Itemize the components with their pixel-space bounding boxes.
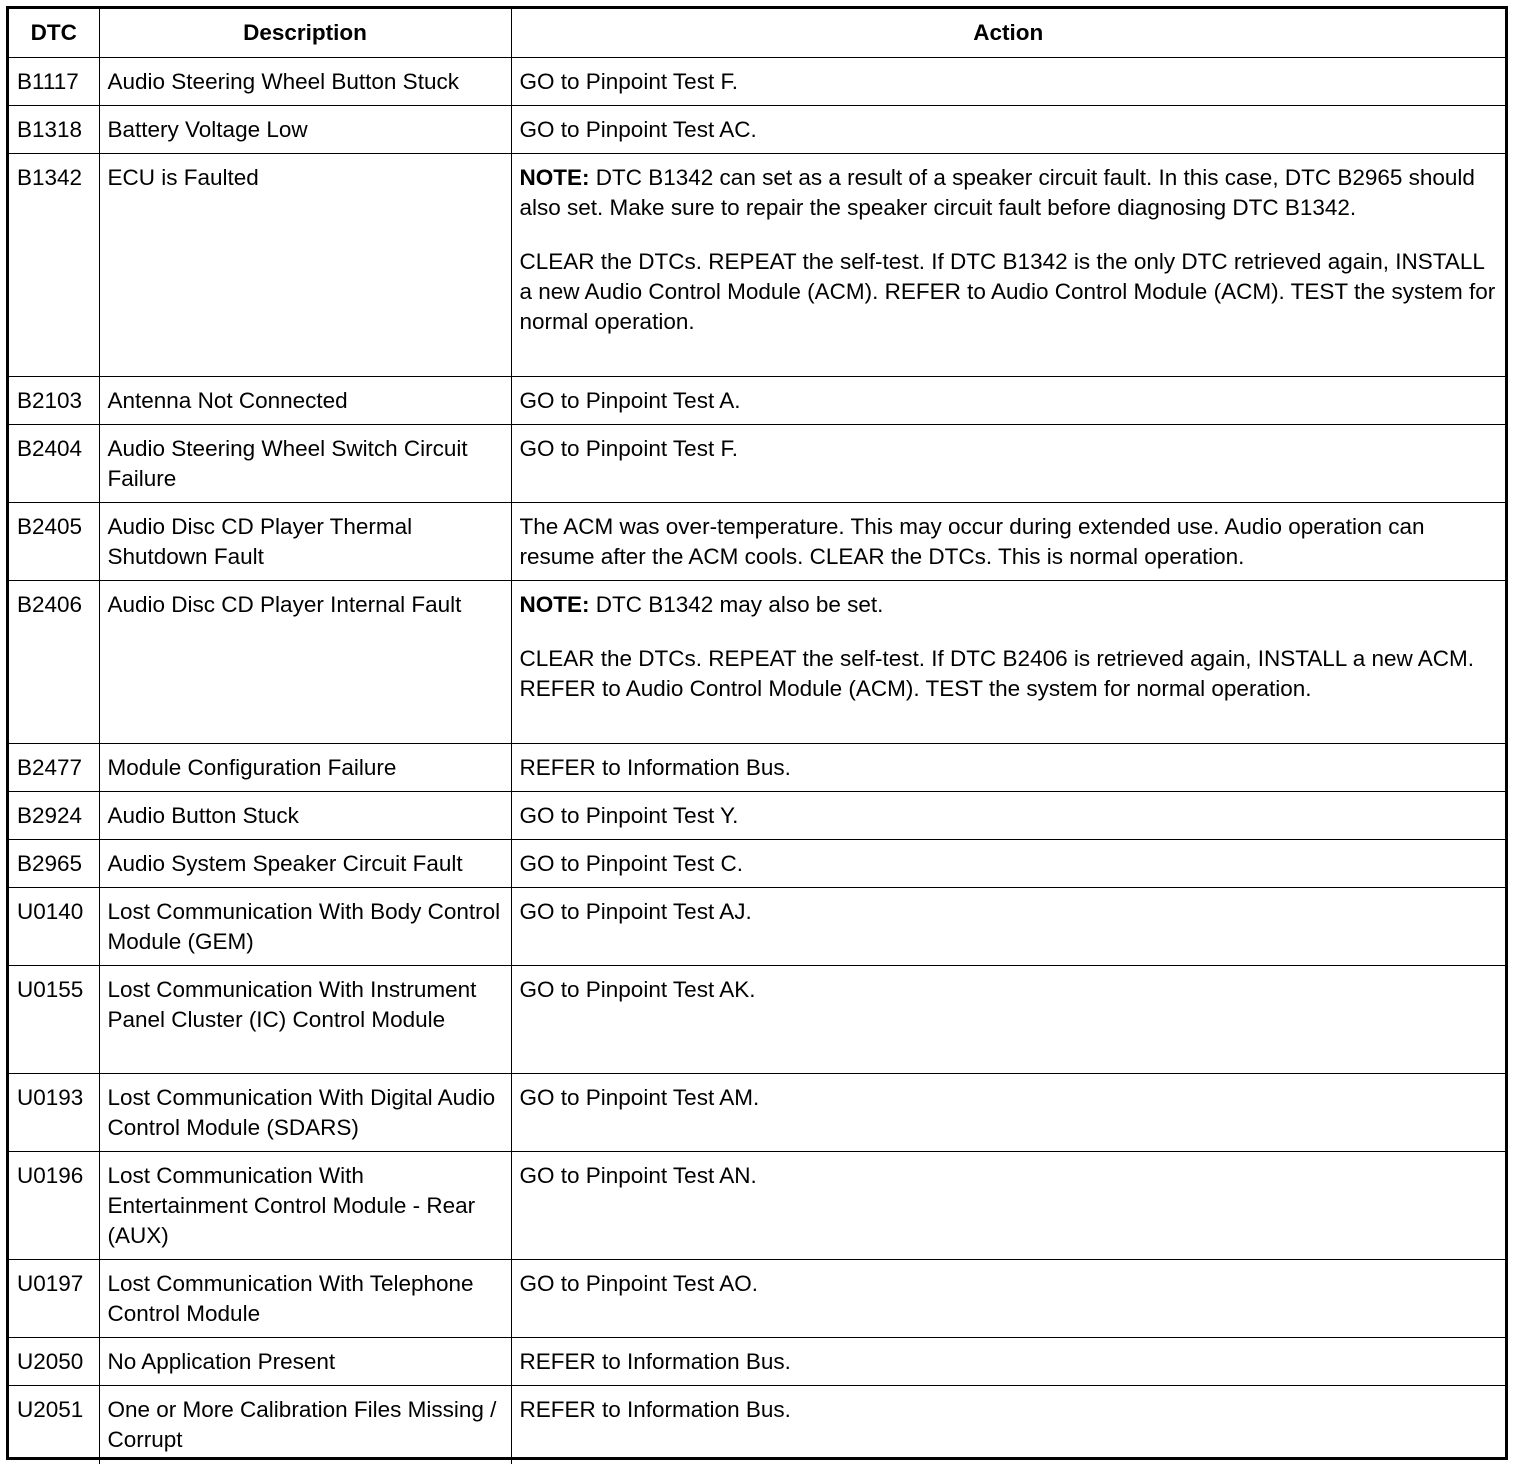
- description-cell: Lost Communication With Body Control Module (GEM): [99, 887, 511, 965]
- dtc-table-frame: [6, 6, 1508, 1460]
- dtc-code-cell: U0196: [9, 1151, 99, 1259]
- table-row: [9, 887, 1505, 965]
- table-row: [9, 839, 1505, 887]
- action-paragraph: GO to Pinpoint Test AJ.: [519, 898, 752, 924]
- action-paragraph: The ACM was over-temperature. This may occur during extended use. Audio operation can resume after the ACM cools. CLEAR the DTCs. This is normal operation.: [519, 513, 1425, 569]
- description-cell: Lost Communication With Telephone Control Module: [99, 1259, 511, 1337]
- header-action: Action: [511, 9, 1505, 57]
- table-row: [9, 105, 1505, 153]
- note-paragraph: [520, 163, 1498, 223]
- description-cell: Battery Voltage Low: [99, 105, 511, 153]
- dtc-code-cell: B2924: [9, 791, 99, 839]
- action-paragraph: GO to Pinpoint Test AK.: [519, 976, 756, 1002]
- action-cell: [511, 1385, 1505, 1464]
- action-paragraph: GO to Pinpoint Test AN.: [519, 1162, 757, 1188]
- action-paragraph: GO to Pinpoint Test AC.: [519, 116, 757, 142]
- table-header-row: [9, 9, 1505, 57]
- description-cell: Lost Communication With Entertainment Control Module - Rear (AUX): [99, 1151, 511, 1259]
- dtc-code-cell: B2103: [9, 376, 99, 424]
- description-cell: Audio Steering Wheel Switch Circuit Failure: [99, 424, 511, 502]
- description-cell: Audio Disc CD Player Thermal Shutdown Fault: [99, 502, 511, 580]
- action-paragraph: REFER to Information Bus.: [519, 1396, 791, 1422]
- table-row: [9, 743, 1505, 791]
- description-cell: Antenna Not Connected: [99, 376, 511, 424]
- action-cell: [511, 1151, 1505, 1259]
- table-row: [9, 424, 1505, 502]
- action-paragraph: GO to Pinpoint Test C.: [519, 850, 743, 876]
- dtc-code-cell: B1318: [9, 105, 99, 153]
- table-row: [9, 965, 1505, 1073]
- action-paragraph: GO to Pinpoint Test F.: [519, 435, 738, 461]
- action-cell: [511, 57, 1505, 105]
- action-cell: [511, 376, 1505, 424]
- action-cell: [511, 887, 1505, 965]
- table-row: [9, 57, 1505, 105]
- table-row: [9, 1259, 1505, 1337]
- table-row: [9, 1385, 1505, 1464]
- note-text: DTC B1342 can set as a result of a speaker circuit fault. In this case, DTC B2965 should also set. Make sure to repair the speaker circuit fault before diagnosing DTC B1342.: [519, 164, 1475, 220]
- action-paragraph: REFER to Information Bus.: [519, 1348, 791, 1374]
- action-paragraph: REFER to Information Bus.: [519, 754, 791, 780]
- action-paragraph: CLEAR the DTCs. REPEAT the self-test. If DTC B1342 is the only DTC retrieved again, INSTALL a new Audio Control Module (ACM). REFER to Audio Control Module (ACM). TEST the system for normal operation.: [519, 248, 1496, 334]
- note-paragraph: [520, 590, 1498, 620]
- action-paragraph: CLEAR the DTCs. REPEAT the self-test. If DTC B2406 is retrieved again, INSTALL a new ACM. REFER to Audio Control Module (ACM). TEST the system for normal operation.: [519, 645, 1475, 701]
- action-cell: [511, 1073, 1505, 1151]
- action-cell: [511, 1337, 1505, 1385]
- dtc-code-cell: U2051: [9, 1385, 99, 1464]
- description-cell: One or More Calibration Files Missing / Corrupt: [99, 1385, 511, 1464]
- table-row: [9, 1151, 1505, 1259]
- action-cell: [511, 743, 1505, 791]
- header-description: Description: [99, 9, 511, 57]
- table-row: [9, 1337, 1505, 1385]
- description-cell: No Application Present: [99, 1337, 511, 1385]
- description-cell: Lost Communication With Instrument Panel Cluster (IC) Control Module: [99, 965, 511, 1073]
- action-paragraph: GO to Pinpoint Test F.: [519, 68, 738, 94]
- dtc-code-cell: U2050: [9, 1337, 99, 1385]
- action-paragraph: GO to Pinpoint Test AO.: [519, 1270, 758, 1296]
- table-row: [9, 1073, 1505, 1151]
- description-cell: Audio Disc CD Player Internal Fault: [99, 580, 511, 743]
- dtc-code-cell: B1342: [9, 153, 99, 376]
- description-cell: Audio Steering Wheel Button Stuck: [99, 57, 511, 105]
- dtc-code-cell: U0155: [9, 965, 99, 1073]
- table-row: [9, 791, 1505, 839]
- dtc-code-cell: U0197: [9, 1259, 99, 1337]
- dtc-code-cell: B2406: [9, 580, 99, 743]
- action-cell: [511, 502, 1505, 580]
- description-cell: Audio System Speaker Circuit Fault: [99, 839, 511, 887]
- dtc-code-cell: B1117: [9, 57, 99, 105]
- action-cell: [511, 1259, 1505, 1337]
- dtc-code-cell: U0140: [9, 887, 99, 965]
- action-cell: [511, 791, 1505, 839]
- action-paragraph: GO to Pinpoint Test Y.: [519, 802, 739, 828]
- dtc-code-cell: B2477: [9, 743, 99, 791]
- dtc-table: [9, 9, 1505, 1464]
- action-cell: [511, 105, 1505, 153]
- description-cell: Lost Communication With Digital Audio Control Module (SDARS): [99, 1073, 511, 1151]
- table-row: [9, 580, 1505, 743]
- note-label: NOTE:: [519, 164, 590, 190]
- action-cell: [511, 153, 1505, 376]
- table-body: [9, 57, 1505, 1464]
- note-text: DTC B1342 may also be set.: [589, 591, 884, 617]
- table-row: [9, 502, 1505, 580]
- action-cell: [511, 424, 1505, 502]
- dtc-code-cell: U0193: [9, 1073, 99, 1151]
- header-dtc: DTC: [9, 9, 99, 57]
- description-cell: Audio Button Stuck: [99, 791, 511, 839]
- action-paragraph: GO to Pinpoint Test A.: [519, 387, 741, 413]
- action-cell: [511, 839, 1505, 887]
- dtc-code-cell: B2965: [9, 839, 99, 887]
- note-label: NOTE:: [519, 591, 590, 617]
- table-row: [9, 153, 1505, 376]
- table-row: [9, 376, 1505, 424]
- dtc-code-cell: B2405: [9, 502, 99, 580]
- description-cell: Module Configuration Failure: [99, 743, 511, 791]
- action-cell: [511, 580, 1505, 743]
- action-paragraph: GO to Pinpoint Test AM.: [519, 1084, 760, 1110]
- dtc-code-cell: B2404: [9, 424, 99, 502]
- description-cell: ECU is Faulted: [99, 153, 511, 376]
- action-cell: [511, 965, 1505, 1073]
